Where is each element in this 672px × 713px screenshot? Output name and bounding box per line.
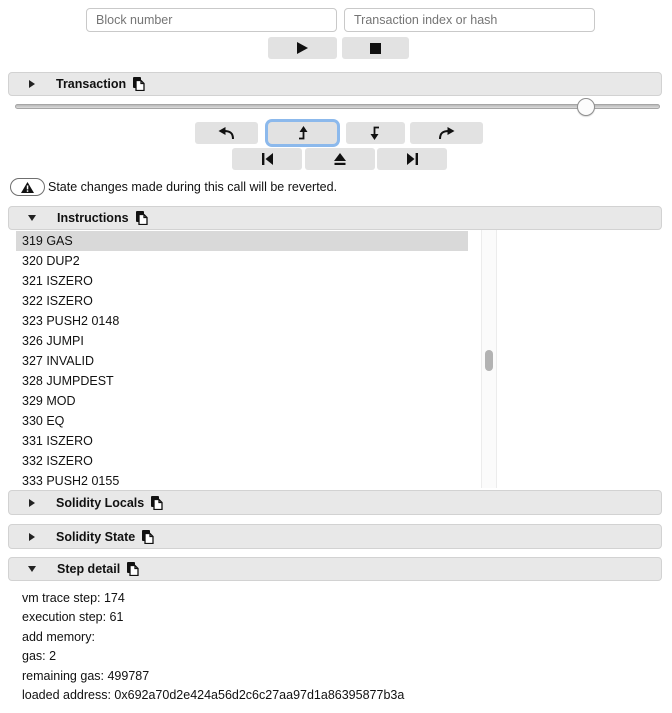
solidity-locals-panel-header[interactable] [8,490,662,515]
instruction-row: 327 INVALID [22,354,95,368]
revert-warning-text: State changes made during this call will be reverted. [48,180,338,194]
chevron-right-icon [29,80,35,88]
jump-out-icon [333,153,347,165]
step-detail-field: gas: 2 [22,649,57,664]
instruction-row: 330 EQ [22,414,65,428]
jump-to-previous-breakpoint-icon [261,153,274,165]
jump-out-button[interactable] [305,148,375,170]
copy-icon[interactable] [135,211,148,225]
step-detail-field: execution step: 61 [22,610,124,625]
trace-slider-track[interactable] [15,104,660,109]
solidity-state-panel-header[interactable] [8,524,662,549]
step-over-back-icon [218,127,235,140]
instruction-row: 332 ISZERO [22,454,93,468]
block-number-input[interactable] [86,8,337,32]
copy-icon[interactable] [150,496,163,510]
jump-to-next-breakpoint-icon [406,153,419,165]
warning-badge [10,178,45,196]
chevron-right-icon [29,533,35,541]
step-into-icon [368,126,383,140]
instruction-row: 319 GAS [16,231,468,251]
transaction-panel-title: Transaction [56,77,127,91]
stop-button[interactable] [342,37,409,59]
instructions-scrollbar[interactable] [481,230,497,488]
transaction-index-or-hash-input[interactable] [344,8,595,32]
instruction-row: 323 PUSH2 0148 [22,314,120,328]
chevron-down-icon [28,566,36,572]
copy-icon[interactable] [132,77,145,91]
instruction-row: 320 DUP2 [22,254,80,268]
step-over-back-button[interactable] [195,122,258,144]
play-icon [297,42,308,54]
instruction-row: 326 JUMPI [22,334,84,348]
copy-icon[interactable] [126,562,139,576]
step-detail-body [22,589,642,705]
step-detail-field: loaded address: 0x692a70d2e424a56d2c6c27aa97d1a86395877b3a [22,687,405,702]
instructions-panel-title: Instructions [57,211,129,225]
step-back-button[interactable] [268,122,337,144]
jump-to-next-breakpoint-button[interactable] [377,148,447,170]
solidity-locals-panel-title: Solidity Locals [56,495,145,510]
stop-icon [370,43,381,54]
copy-icon[interactable] [141,530,154,544]
instruction-row: 322 ISZERO [22,294,93,308]
step-back-icon [295,126,310,140]
chevron-down-icon [28,215,36,221]
jump-to-previous-breakpoint-button[interactable] [232,148,302,170]
step-detail-field: add memory: [22,629,95,644]
step-over-forward-icon [438,127,455,140]
chevron-right-icon [29,499,35,507]
instructions-list [16,231,468,488]
step-detail-panel-title: Step detail [57,562,121,576]
instruction-row: 331 ISZERO [22,434,93,448]
instructions-panel-header[interactable] [8,206,662,230]
step-detail-panel-header[interactable] [8,557,662,581]
instruction-row: 328 JUMPDEST [22,374,114,388]
warning-triangle-icon [21,182,34,193]
step-detail-field: remaining gas: 499787 [22,668,150,683]
play-button[interactable] [268,37,337,59]
trace-slider-thumb[interactable] [577,98,595,116]
transaction-panel-header[interactable] [8,72,662,96]
solidity-state-panel-title: Solidity State [56,529,136,544]
step-over-forward-button[interactable] [410,122,483,144]
step-detail-field: vm trace step: 174 [22,591,125,605]
instruction-row: 321 ISZERO [22,274,93,288]
step-into-button[interactable] [346,122,405,144]
instructions-scrollbar-thumb[interactable] [485,350,493,371]
instruction-row: 333 PUSH2 0155 [22,474,120,488]
instruction-row: 329 MOD [22,394,76,408]
